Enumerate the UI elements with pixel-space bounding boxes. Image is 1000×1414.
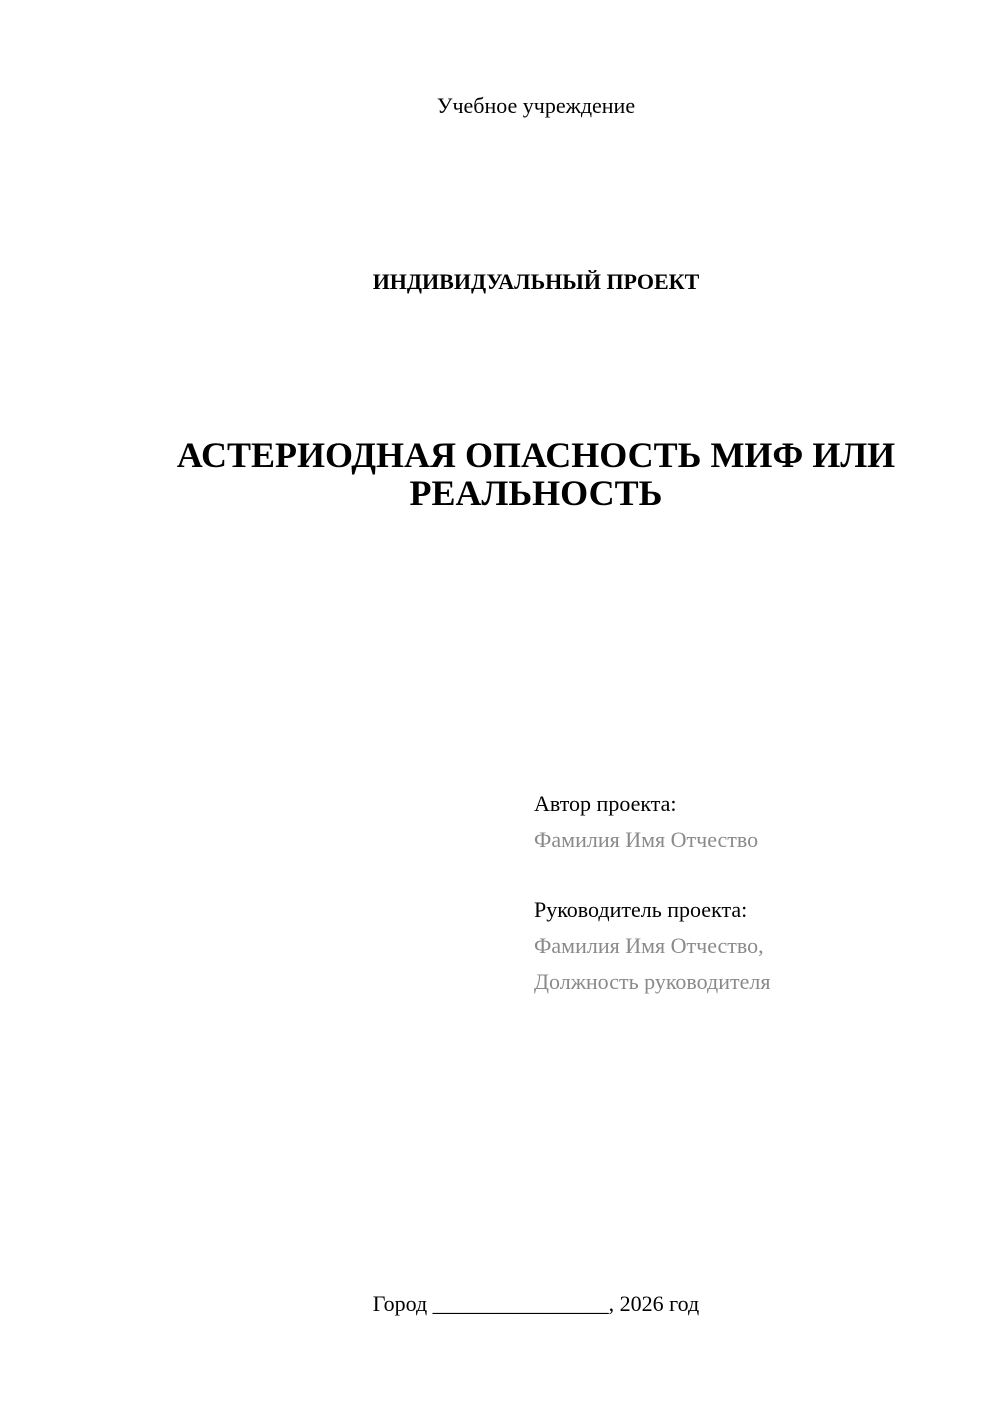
city-year-footer: Город ________________, 2026 год	[372, 1291, 700, 1316]
supervisor-position: Должность руководителя	[534, 969, 771, 994]
project-title-line-1: АСТЕРИОДНАЯ ОПАСНОСТЬ МИФ ИЛИ	[176, 435, 896, 475]
supervisor-label: Руководитель проекта:	[534, 897, 748, 922]
author-name: Фамилия Имя Отчество	[534, 827, 759, 852]
author-label: Автор проекта:	[534, 791, 677, 816]
authors-spacer	[534, 858, 974, 892]
project-title	[120, 436, 952, 512]
authors-block	[534, 786, 974, 1000]
institution-name: Учебное учреждение	[436, 93, 636, 118]
project-title-line-2: РЕАЛЬНОСТЬ	[409, 473, 663, 513]
supervisor-name: Фамилия Имя Отчество,	[534, 933, 764, 958]
project-type-heading: ИНДИВИДУАЛЬНЫЙ ПРОЕКТ	[372, 269, 700, 294]
